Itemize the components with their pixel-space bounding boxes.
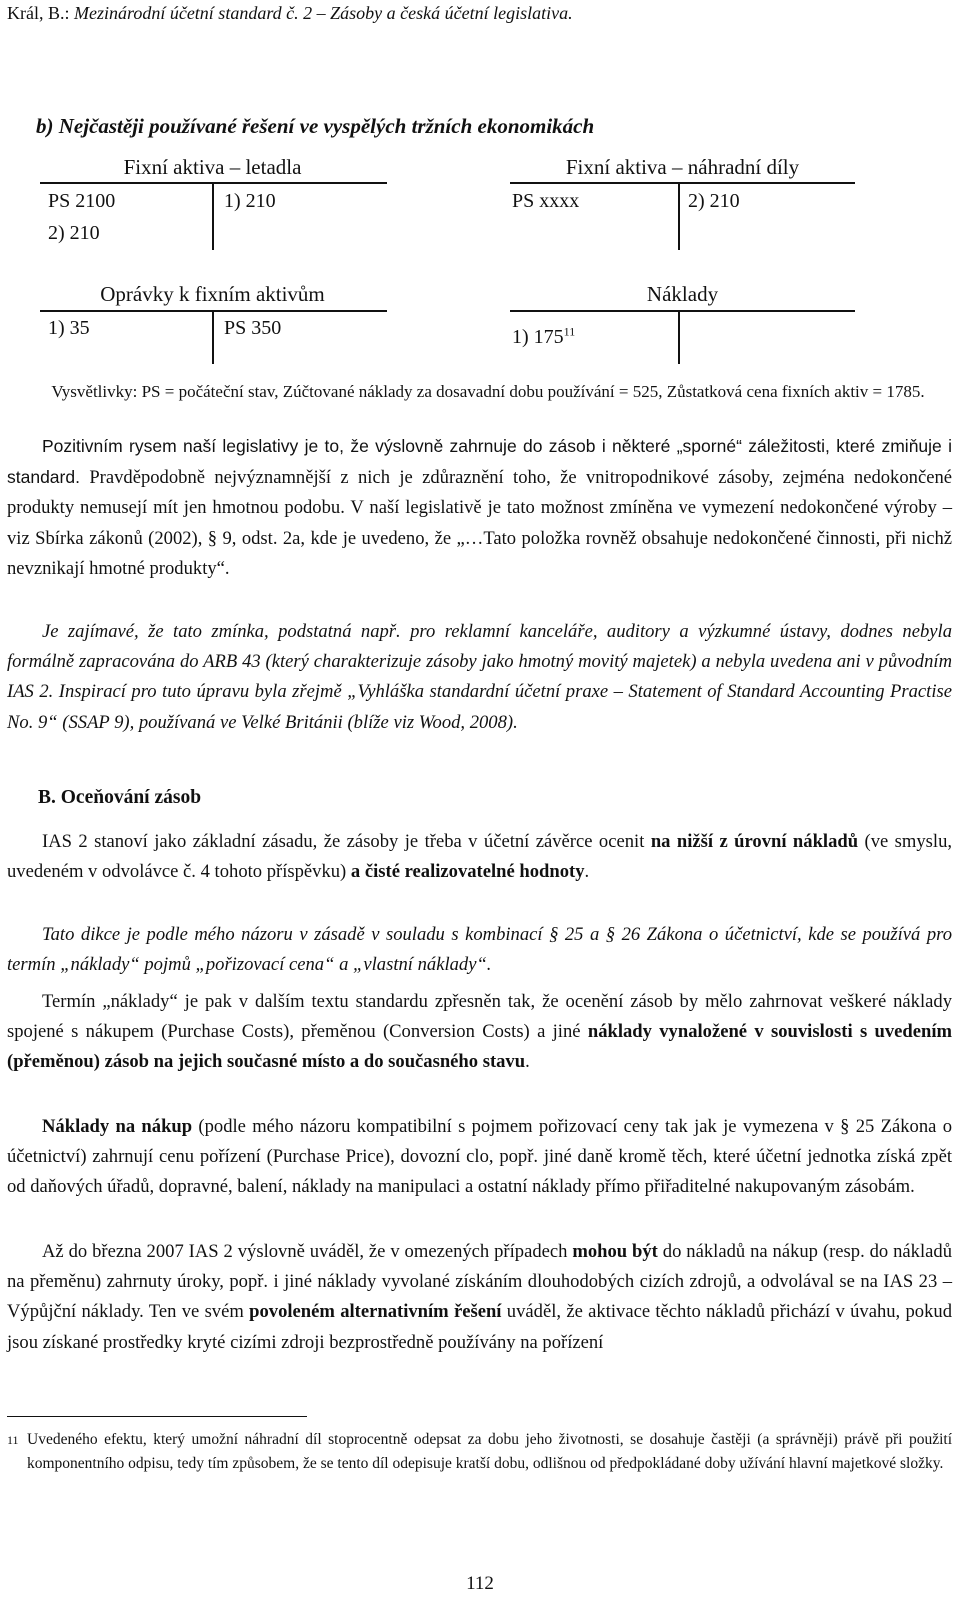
- t-account-credit-entry: 1) 210: [224, 190, 276, 212]
- section-heading: b) Nejčastěji používané řešení ve vyspělých tržních ekonomikách: [36, 114, 595, 138]
- t-account-vline: [212, 182, 214, 250]
- paragraph-costs-term: Termín „náklady“ je pak v dalším textu standardu zpřesněn tak, že ocenění zásob by mělo zahrnovat veškeré náklady spojené s nákupem (Purchase Costs), přeměnou (Conversion Costs) a jiné náklady vynaložené v souvislosti s uvedením (přeměnou) zásob na jejich současné místo a do současného stavu.: [7, 991, 952, 1073]
- t-account-hline: [510, 310, 855, 312]
- running-header: [7, 2, 573, 24]
- paragraph-legislation: [7, 431, 952, 584]
- explanation-note: Vysvětlivky: PS = počáteční stav, Zúčtované náklady za dosavadní dobu používání = 525, Zůstatková cena fixních aktiv = 1785.: [51, 382, 925, 401]
- footnote-number: 11: [7, 1433, 19, 1447]
- header-title: Mezinárodní účetní standard č. 2 – Zásoby a česká účetní legislativa.: [74, 3, 573, 23]
- t-account-vline: [678, 182, 680, 250]
- subsection-heading: B. Oceňování zásob: [38, 787, 202, 808]
- paragraph-valuation-principle: IAS 2 stanoví jako základní zásadu, že zásoby je třeba v účetní závěrce ocenit na nižší z úrovní nákladů (ve smyslu, uvedeném v odvolávce č. 4 tohoto příspěvku) a čisté realizovatelné hodnoty.: [7, 831, 953, 883]
- t-account-credit-entry: 2) 210: [688, 190, 740, 212]
- t-account-debit-entry: 1) $175^{11}$: [512, 324, 576, 348]
- t-account-debit-entry: 2) 210: [48, 222, 100, 244]
- t-account-credit-entry: PS 350: [224, 317, 282, 339]
- t-account-debit-entry: 1) 35: [48, 317, 90, 339]
- paragraph-purchase-costs: Náklady na nákup (podle mého názoru kompatibilní s pojmem pořizovací ceny tak jak je vymezena v § 25 Zákona o účetnictví) zahrnují cenu pořízení (Purchase Price), dovozní clo, popř. jiné daně kromě těch, které účetní jednotka získá zpět od daňových úřadů, dopravné, balení, náklady na manipulaci a ostatní náklady přímo přiřaditelné nakupovaným zásobám.: [7, 1116, 952, 1198]
- paragraph-text: Tato dikce je podle mého názoru v zásadě v souladu s kombinací § 25 a § 26 Zákona o účetnictví, kde se používá pro termín „náklady“ pojmů „pořizovací cena“ a „vlastní náklady“.: [7, 924, 952, 976]
- t-account-vline: [212, 310, 214, 364]
- t-account-vline: [678, 310, 680, 364]
- footnote-ref: 11: [563, 324, 576, 339]
- t-account-hline: [510, 182, 855, 184]
- t-account-title: Fixní aktiva – letadla: [123, 155, 302, 179]
- t-account-debit-entry: PS 2100: [48, 190, 116, 212]
- paragraph-text: Pozitivním rysem naší legislativy je to, že výslovně zahrnuje do zásob i některé „sporné“ záležitosti, které zmiňuje i standard.: [7, 436, 952, 488]
- footnote: [7, 1428, 952, 1476]
- header-author: Král, B.:: [7, 3, 70, 23]
- page-number: 112: [466, 1573, 494, 1594]
- footnote-text: Uvedeného efektu, který umožní náhradní díl stoprocentně odepsat za dobu jeho životnosti, se dosahuje častěji (a správněji) právě při použití komponentního odpisu, tedy tím způsobem, že se tento díl odepisuje kratší dobu, odlišnou od předpokládané doby užívání hlavní majetkové složky.: [27, 1431, 952, 1472]
- t-account-title: Fixní aktiva – náhradní díly: [565, 155, 800, 179]
- paragraph-borrowing-costs: Až do března 2007 IAS 2 výslovně uváděl, že v omezených případech mohou být do nákladů na nákup (resp. do nákladů na přeměnu) zahrnuty úroky, popř. i jiné náklady vyvolané získáním dlouhodobých cizích zdrojů, a odvolával se na IAS 23 – Výpůjční náklady. Ten ve svém povoleném alternativním řešení uváděl, že aktivace těchto nákladů přichází v úvahu, pokud jsou získané prostředky kryté cizími zdroji bezprostředně používány na pořízení: [7, 1241, 952, 1353]
- paragraph-text: Je zajímavé, že tato zmínka, podstatná např. pro reklamní kanceláře, auditory a výzkumné ústavy, dodnes nebyla formálně zapracována do ARB 43 (který charakterizuje zásoby jako hmotný movitý majetek) a nebyla uvedena ani v původním IAS 2. Inspirací pro tuto úpravu byla zřejmě „Vyhláška standardní účetní praxe – Statement of Standard Accounting Practise No. 9“ (SSAP 9), používaná ve Velké Británii (blíže viz Wood, 2008).: [7, 621, 952, 733]
- footnote-separator: [7, 1416, 307, 1417]
- paragraph-author-opinion: [7, 920, 952, 980]
- t-account-title: Oprávky k fixním aktivům: [100, 282, 325, 306]
- paragraph-text: Pravděpodobně nejvýznamnější z nich je zdůraznění toho, že vnitropodnikové zásoby, zejména nedokončené produkty nemusejí mít jen hmotnou podobu. V naší legislativě je tato možnost zmíněna ve vymezení nedokončené výroby – viz Sbírka zákonů (2002), § 9, odst. 2a, kde je uvedeno, že „…Tato položka rovněž obsahuje nedokončené činnosti, při nichž nevznikají hmotné produkty“.: [7, 467, 953, 579]
- t-account-title: Náklady: [646, 282, 719, 306]
- paragraph-interesting-note: [7, 617, 952, 738]
- t-account-debit-entry: PS xxxx: [512, 190, 580, 212]
